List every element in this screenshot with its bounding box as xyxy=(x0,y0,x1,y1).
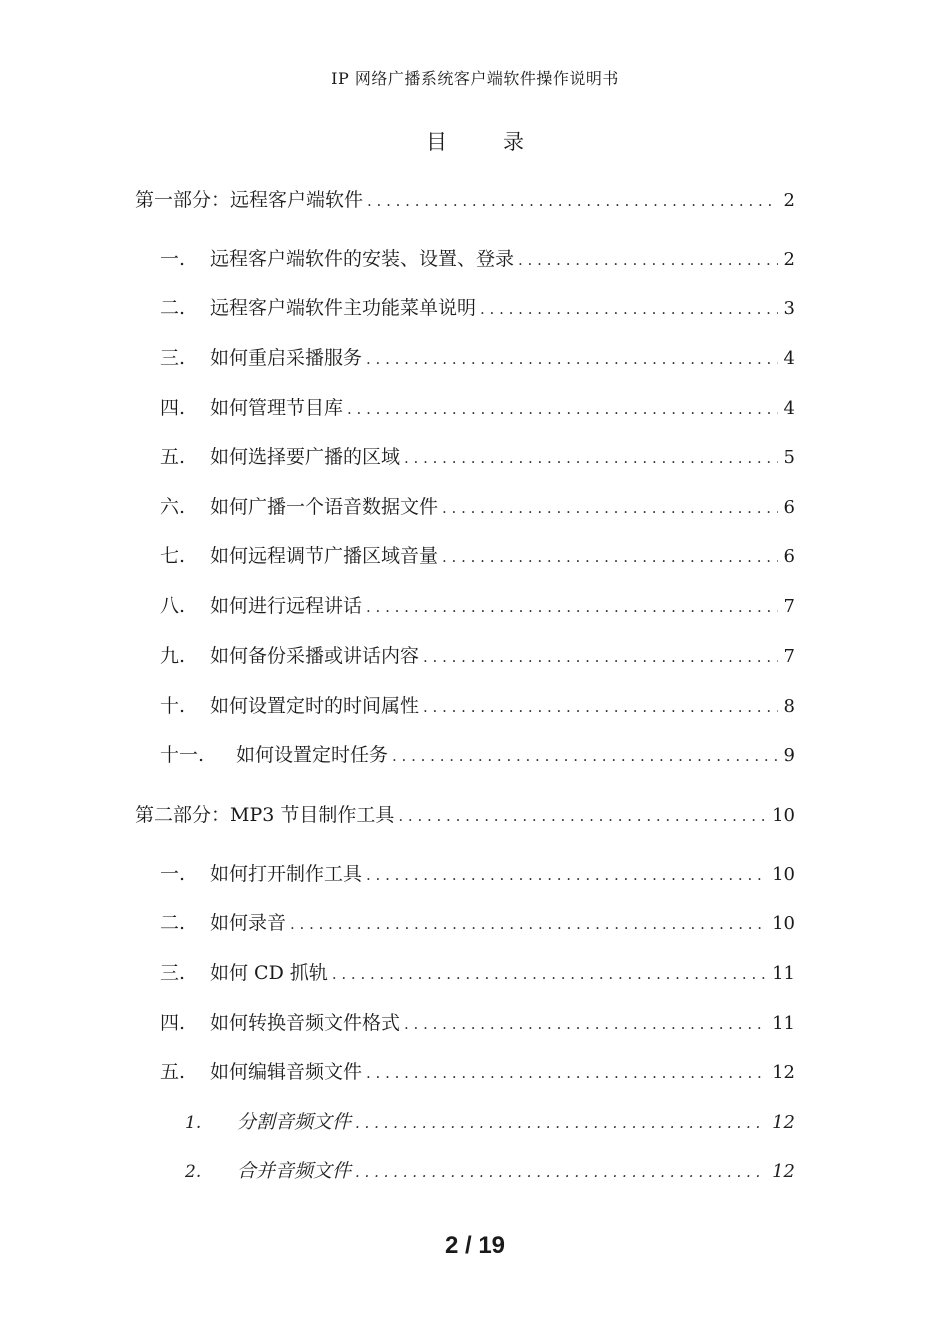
toc-entry-number: 十一. xyxy=(160,744,205,766)
toc-entry[interactable] xyxy=(135,801,795,829)
toc-entry-label: 远程客户端软件的安装、设置、登录 xyxy=(210,248,515,270)
toc-entry-label: 合并音频文件 xyxy=(237,1160,352,1182)
toc-entry-page: 12 xyxy=(772,1062,795,1083)
toc-entry-label: 如何广播一个语音数据文件 xyxy=(210,496,439,518)
page-indicator: 2 / 19 xyxy=(444,1232,506,1259)
toc-entry-page: 11 xyxy=(772,963,795,984)
toc-entry-number: 五. xyxy=(160,1061,186,1083)
toc-entry[interactable] xyxy=(160,1009,795,1037)
toc-entry-label: 如何录音 xyxy=(210,912,287,934)
toc-entry-number: 五. xyxy=(160,446,186,468)
toc-entry-number: 六. xyxy=(160,496,186,518)
toc-entry-number: 三. xyxy=(160,347,186,369)
toc-entry-page: 2 xyxy=(783,249,795,270)
toc-entry-page: 6 xyxy=(783,546,795,567)
toc-entry-label: 如何编辑音频文件 xyxy=(210,1061,363,1083)
toc-entry-number: 十. xyxy=(160,695,186,717)
toc-entry-page: 12 xyxy=(772,1161,795,1182)
toc-entry-label: 如何重启采播服务 xyxy=(210,347,363,369)
toc-entry[interactable] xyxy=(185,1157,795,1185)
toc-entry[interactable] xyxy=(160,909,795,937)
toc-entry-label: 如何 CD 抓轨 xyxy=(210,962,328,984)
toc-entry-number: 二. xyxy=(160,297,186,319)
toc-entry-page: 4 xyxy=(783,348,795,369)
toc-entry-label: 如何设置定时的时间属性 xyxy=(210,695,420,717)
toc-entry-page: 8 xyxy=(783,696,795,717)
toc-entry-page: 4 xyxy=(783,398,795,419)
toc-entry-label: 第一部分：远程客户端软件 xyxy=(135,189,364,211)
toc-entry-label: 如何管理节目库 xyxy=(210,397,344,419)
toc-entry[interactable] xyxy=(160,741,795,769)
toc-entry-label: 如何打开制作工具 xyxy=(210,863,363,885)
toc-entry-label: 如何远程调节广播区域音量 xyxy=(210,545,439,567)
toc-entry-number: 七. xyxy=(160,545,186,567)
toc-entry[interactable] xyxy=(160,692,795,720)
toc-title-right: 录 xyxy=(503,130,524,154)
toc-entry-label: 如何备份采播或讲话内容 xyxy=(210,645,420,667)
toc-entry-number: 2. xyxy=(185,1162,202,1182)
toc-entry[interactable] xyxy=(160,1058,795,1086)
toc-entry-page: 10 xyxy=(772,913,795,934)
toc-entry[interactable] xyxy=(160,592,795,620)
toc-entry[interactable] xyxy=(160,642,795,670)
toc-entry-number: 八. xyxy=(160,595,186,617)
toc-entry[interactable] xyxy=(160,245,795,273)
toc-entry-label: 如何转换音频文件格式 xyxy=(210,1012,401,1034)
toc-entry-label: 远程客户端软件主功能菜单说明 xyxy=(210,297,477,319)
toc-entry-number: 九. xyxy=(160,645,186,667)
toc-entry-page: 7 xyxy=(783,596,795,617)
toc-entry[interactable] xyxy=(160,394,795,422)
toc-entry[interactable] xyxy=(160,443,795,471)
toc-entry-number: 1. xyxy=(185,1113,202,1133)
toc-entry-label: 如何设置定时任务 xyxy=(236,744,389,766)
document-header: IP 网络广播系统客户端软件操作说明书 xyxy=(331,69,619,88)
toc-entry[interactable] xyxy=(160,493,795,521)
toc-entry-number: 一. xyxy=(160,863,186,885)
toc-entry-page: 5 xyxy=(783,447,795,468)
toc-entry-page: 10 xyxy=(772,864,795,885)
toc-entry[interactable] xyxy=(160,959,795,987)
toc-entry-page: 7 xyxy=(783,646,795,667)
toc-entry-label: 第二部分：MP3 节目制作工具 xyxy=(135,804,395,826)
toc-entry-page: 10 xyxy=(772,805,795,826)
toc-entry-number: 一. xyxy=(160,248,186,270)
toc-entry-label: 如何选择要广播的区域 xyxy=(210,446,401,468)
toc-entry-label: 分割音频文件 xyxy=(237,1111,352,1133)
toc-entry-page: 3 xyxy=(783,298,795,319)
toc-entry[interactable] xyxy=(135,186,795,214)
toc-entry-page: 9 xyxy=(783,745,795,766)
toc-entry[interactable] xyxy=(160,294,795,322)
toc-entry-number: 三. xyxy=(160,962,186,984)
toc-entry-page: 12 xyxy=(772,1112,795,1133)
toc-entry-number: 四. xyxy=(160,1012,186,1034)
toc-title-left: 目 xyxy=(426,130,447,154)
toc-entry[interactable] xyxy=(160,542,795,570)
toc-entry-page: 2 xyxy=(783,190,795,211)
toc-entry-page: 11 xyxy=(772,1013,795,1034)
toc-entry-number: 四. xyxy=(160,397,186,419)
toc-entry[interactable] xyxy=(160,860,795,888)
toc-entry-label: 如何进行远程讲话 xyxy=(210,595,363,617)
toc-entry[interactable] xyxy=(160,344,795,372)
toc-entry-page: 6 xyxy=(783,497,795,518)
toc-entry[interactable] xyxy=(185,1108,795,1136)
toc-entry-number: 二. xyxy=(160,912,186,934)
